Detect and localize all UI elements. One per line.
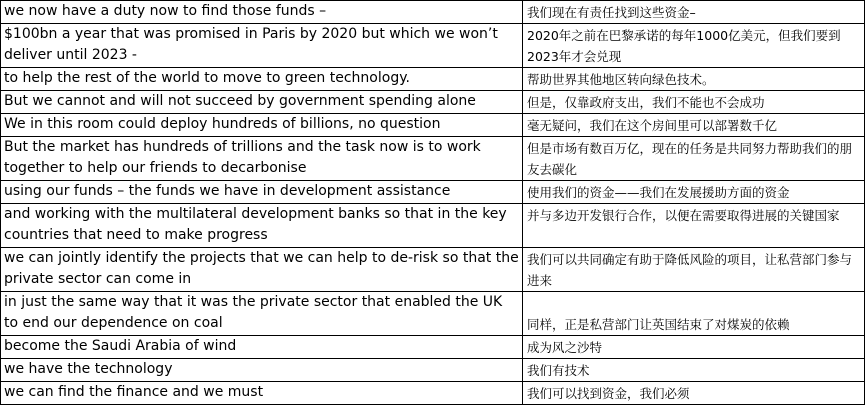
table-row [1,382,865,405]
english-cell: we can find the finance and we must [1,382,523,405]
table-row [1,91,865,114]
english-cell: But we cannot and will not succeed by government spending alone [1,91,523,114]
english-cell: and working with the multilateral development banks so that in the key countries that need to make progress [1,204,523,248]
chinese-cell: 毫无疑问，我们在这个房间里可以部署数千亿 [523,114,865,137]
english-cell: We in this room could deploy hundreds of billions, no question [1,114,523,137]
english-cell: But the market has hundreds of trillions and the task now is to work together to help our friends to decarbonise [1,137,523,181]
english-cell: we have the technology [1,359,523,382]
table-row [1,114,865,137]
english-cell: to help the rest of the world to move to green technology. [1,68,523,91]
english-cell: using our funds – the funds we have in development assistance [1,181,523,204]
english-cell: we now have a duty now to find those funds – [1,1,523,24]
table-row [1,181,865,204]
english-cell: in just the same way that it was the private sector that enabled the UK to end our dependence on coal [1,292,523,336]
table-row [1,359,865,382]
table-row [1,24,865,68]
english-cell: $100bn a year that was promised in Paris by 2020 but which we won’t deliver until 2023 - [1,24,523,68]
chinese-cell: 我们有技术 [523,359,865,382]
english-cell: we can jointly identify the projects that we can help to de-risk so that the private sector can come in [1,248,523,292]
table-row [1,292,865,336]
table-row [1,248,865,292]
chinese-cell: 帮助世界其他地区转向绿色技术。 [523,68,865,91]
chinese-cell: 但是市场有数百万亿，现在的任务是共同努力帮助我们的朋友去碳化 [523,137,865,181]
table-row [1,204,865,248]
chinese-cell: 我们可以找到资金，我们必须 [523,382,865,405]
chinese-cell: 使用我们的资金——我们在发展援助方面的资金 [523,181,865,204]
table-row [1,336,865,359]
table-row [1,1,865,24]
chinese-cell: 并与多边开发银行合作，以便在需要取得进展的关键国家 [523,204,865,248]
chinese-cell: 同样，正是私营部门让英国结束了对煤炭的依赖 [523,292,865,336]
chinese-cell: 成为风之沙特 [523,336,865,359]
chinese-cell: 2020年之前在巴黎承诺的每年1000亿美元，但我们要到2023年才会兑现 [523,24,865,68]
chinese-cell: 但是，仅靠政府支出，我们不能也不会成功 [523,91,865,114]
chinese-cell: 我们可以共同确定有助于降低风险的项目，让私营部门参与进来 [523,248,865,292]
english-cell: become the Saudi Arabia of wind [1,336,523,359]
table-row [1,137,865,181]
chinese-cell: 我们现在有责任找到这些资金– [523,1,865,24]
table-row [1,68,865,91]
